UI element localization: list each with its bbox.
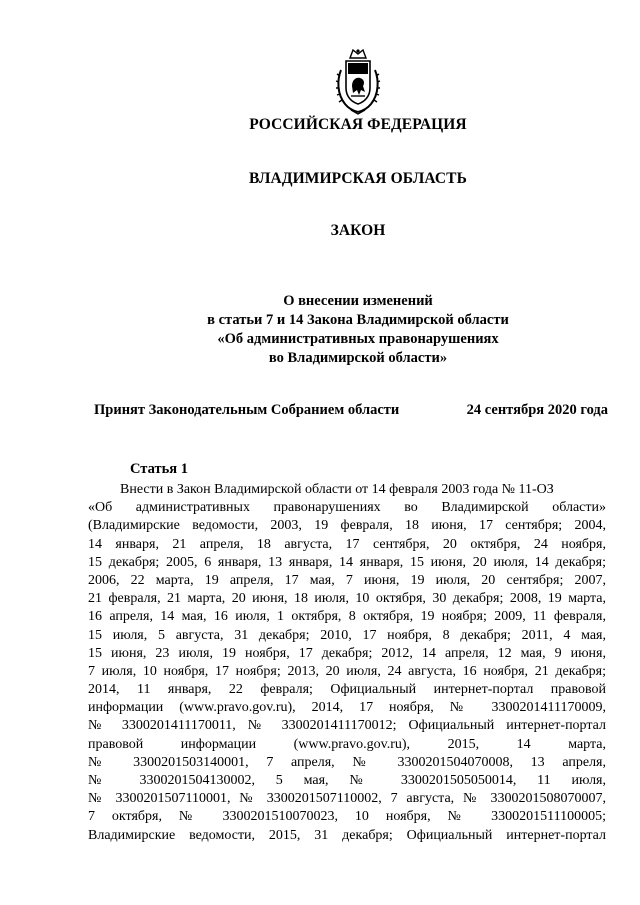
article-line: 21 февраля, 21 марта, 20 июня, 18 июля, 10 октября, 30 декабря; 2008, 19 марта, bbox=[88, 591, 606, 607]
article-line: 14 января, 21 апреля, 18 августа, 17 сентября, 20 октября, 24 ноября, bbox=[88, 536, 606, 552]
country-heading: РОССИЙСКАЯ ФЕДЕРАЦИЯ bbox=[249, 116, 467, 133]
article-line: Владимирские ведомости, 2015, 31 декабря; Официальный интернет-портал bbox=[88, 827, 606, 843]
document-type-heading: ЗАКОН bbox=[330, 222, 386, 239]
adoption-date: 24 сентября 2020 года bbox=[466, 402, 608, 418]
article-line: 2006, 22 марта, 19 апреля, 17 мая, 7 июня, 19 июля, 20 сентября; 2007, bbox=[88, 572, 606, 588]
subject-line: О внесении изменений bbox=[283, 293, 433, 309]
article-line: информации (www.pravo.gov.ru), 2014, 17 ноября, № 3300201411170009, bbox=[88, 700, 606, 716]
article-line: (Владимирские ведомости, 2003, 19 февраля, 18 июня, 17 сентября; 2004, bbox=[88, 518, 606, 534]
article-line: 15 июня, 23 июля, 19 ноября, 17 декабря; 2012, 14 апреля, 12 мая, 9 июня, bbox=[88, 645, 606, 661]
article-line: 16 апреля, 14 мая, 16 июля, 1 октября, 8 октября, 19 ноября; 2009, 11 февраля, bbox=[88, 609, 606, 625]
article-line: 7 октября, № 3300201510070023, 10 ноября, № 3300201511100005; bbox=[88, 809, 606, 825]
article-line: 15 декабря; 2005, 6 января, 13 января, 14 января, 15 июня, 20 июля, 14 декабря; bbox=[88, 554, 606, 570]
region-heading: ВЛАДИМИРСКАЯ ОБЛАСТЬ bbox=[249, 170, 467, 187]
adopted-by: Принят Законодательным Собранием области bbox=[94, 402, 400, 418]
subject-line: во Владимирской области» bbox=[268, 350, 448, 366]
article-line: Внести в Закон Владимирской области от 14 февраля 2003 года № 11-ОЗ bbox=[120, 482, 554, 497]
article-line: 2014, 11 января, 22 февраля; Официальный интернет-портал правовой bbox=[88, 682, 606, 698]
article-line: 7 июля, 10 ноября, 17 ноября; 2013, 20 июля, 24 августа, 16 ноября, 21 декабря; bbox=[88, 663, 606, 679]
subject-line: «Об административных правонарушениях bbox=[217, 331, 499, 347]
article-line: № 3300201507110001, № 3300201507110002, 7 августа, № 3300201508070007, bbox=[88, 791, 606, 807]
article-body bbox=[88, 481, 606, 845]
article-line: 15 июля, 5 августа, 31 декабря; 2010, 17 ноября, 8 декабря; 2011, 4 мая, bbox=[88, 627, 606, 643]
article-line: № 3300201411170011, № 3300201411170012; Официальный интернет-портал bbox=[88, 718, 606, 734]
article-line: № 3300201504130002, 5 мая, № 3300201505050014, 11 июля, bbox=[88, 773, 606, 788]
article-line: № 3300201503140001, 7 апреля, № 3300201504070008, 13 апреля, bbox=[88, 754, 606, 770]
subject-line: в статьи 7 и 14 Закона Владимирской области bbox=[207, 312, 509, 328]
article-line: правовой информации (www.pravo.gov.ru), 2015, 14 марта, bbox=[88, 736, 606, 752]
law-subject bbox=[38, 292, 640, 368]
article-title: Статья 1 bbox=[130, 461, 188, 477]
coat-of-arms-icon bbox=[333, 48, 383, 116]
article-line: «Об административных правонарушениях во Владимирской области» bbox=[88, 500, 606, 516]
